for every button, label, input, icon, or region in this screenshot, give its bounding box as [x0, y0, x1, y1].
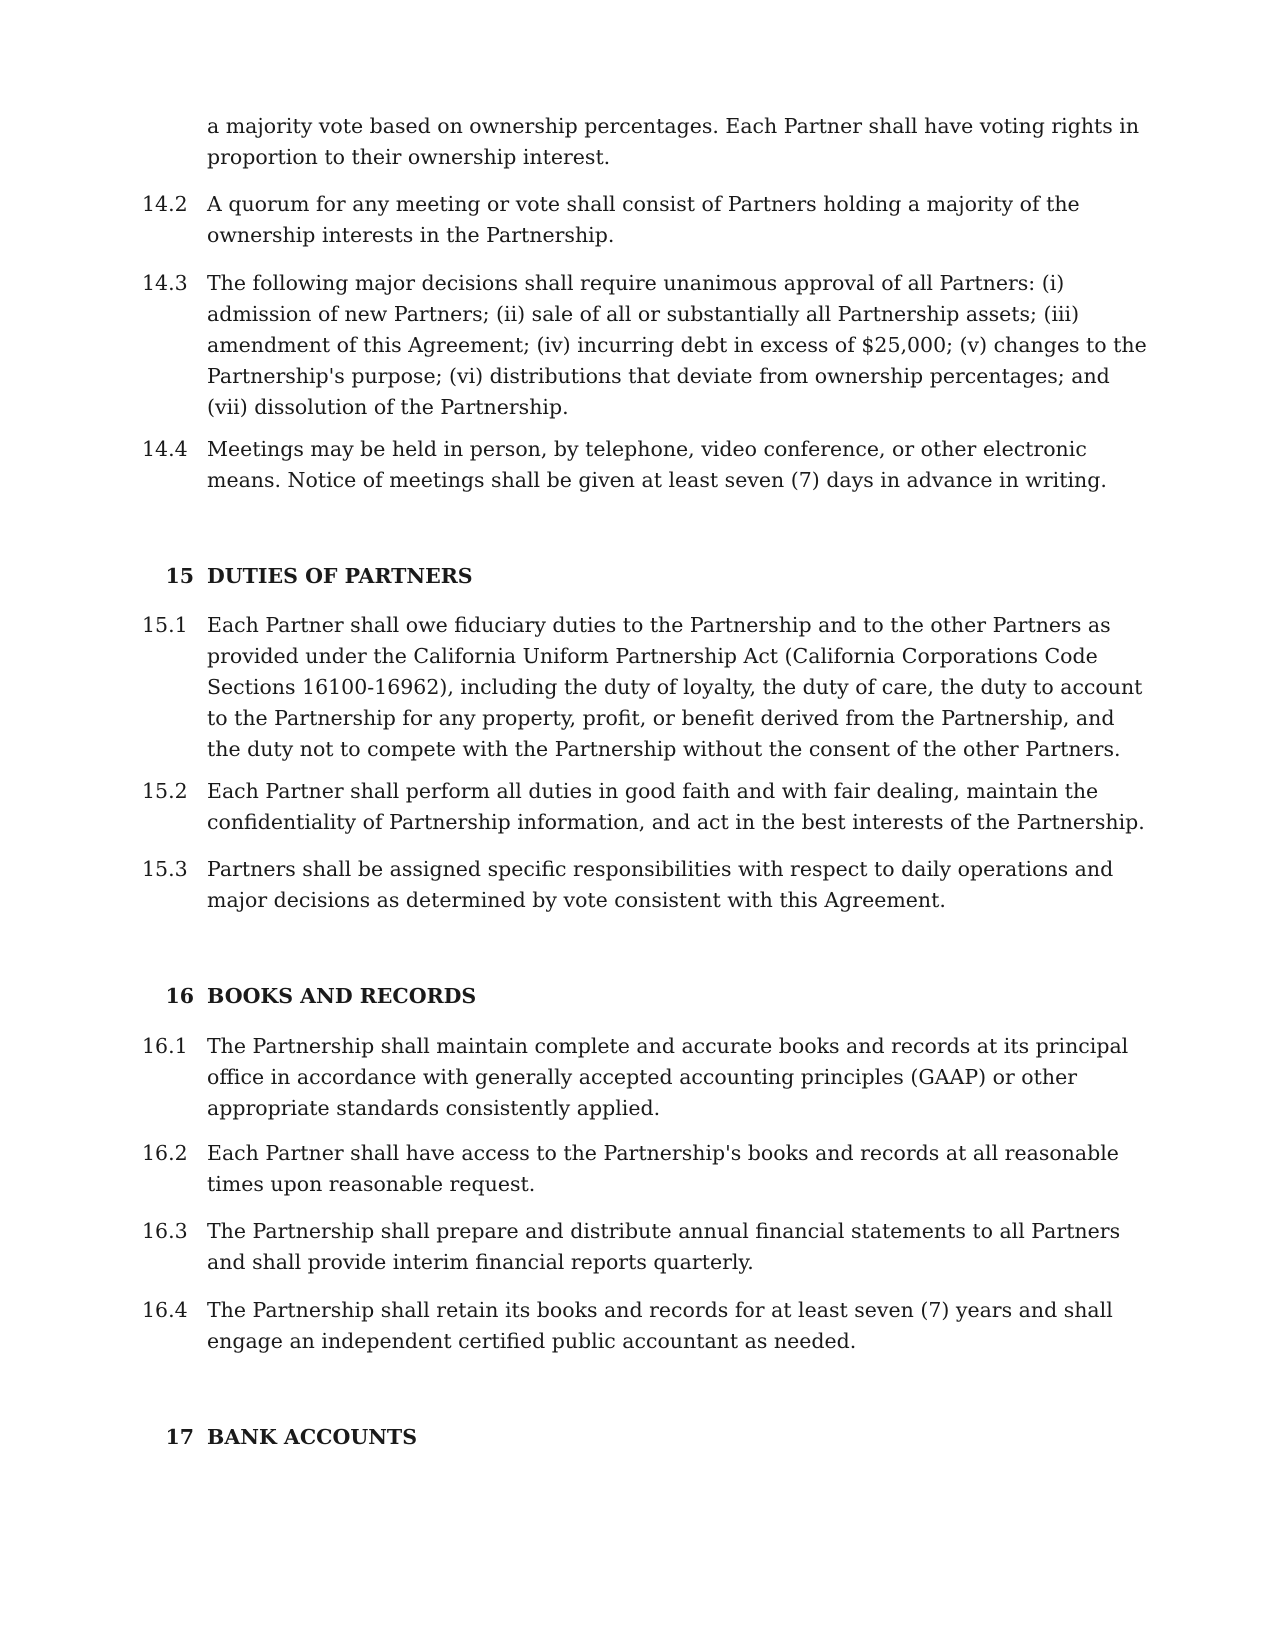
- clause-text: Each Partner shall perform all duties in good faith and with fair dealing, maintain the confidentiality of Partnership information, and act in the best interests of the Partnership.: [207, 779, 1145, 834]
- section-title: BOOKS AND RECORDS: [207, 984, 477, 1008]
- section-number: 17: [165, 1425, 194, 1449]
- clause-text: Partners shall be assigned specific responsibilities with respect to daily operations and major decisions as determined by vote consistent with this Agreement.: [207, 857, 1114, 912]
- clause-text: Each Partner shall owe fiduciary duties to the Partnership and to the other Partners as provided under the California Uniform Partnership Act (California Corporations Code Sections 16100-16962), including the duty of loyalty, the duty of care, the duty to account to the Partnership for any property, profit, or benefit derived from the Partnership, and the duty not to compete with the Partnership without the consent of the other Partners.: [207, 613, 1143, 761]
- clause-16-4: [142, 1295, 1152, 1357]
- clause-14-4: [142, 434, 1152, 496]
- clause-16-2: [142, 1138, 1152, 1200]
- clause-number: 14.3: [142, 271, 188, 295]
- clause-number: 15.3: [142, 857, 188, 881]
- section-number: 15: [165, 564, 194, 588]
- clause-number: 14.2: [142, 192, 188, 216]
- section-title: BANK ACCOUNTS: [207, 1425, 417, 1449]
- clause-text: Meetings may be held in person, by telephone, video conference, or other electronic means. Notice of meetings shall be given at least seven (7) days in advance in writing.: [207, 437, 1107, 492]
- clause-text: Each Partner shall have access to the Partnership's books and records at all reasonable times upon reasonable request.: [207, 1141, 1119, 1196]
- section-heading-15: [142, 561, 1152, 592]
- clause-text: A quorum for any meeting or vote shall consist of Partners holding a majority of the ownership interests in the Partnership.: [207, 192, 1080, 247]
- clause-number: 15.2: [142, 779, 188, 803]
- clause-15-1: [142, 610, 1152, 765]
- clause-number: 15.1: [142, 613, 188, 637]
- section-number: 16: [165, 984, 194, 1008]
- clause-text: The Partnership shall retain its books and records for at least seven (7) years and shall engage an independent certified public accountant as needed.: [207, 1298, 1113, 1353]
- clause-number: 14.4: [142, 437, 188, 461]
- clause-number: 16.2: [142, 1141, 188, 1165]
- clause-text: The Partnership shall maintain complete and accurate books and records at its principal office in accordance with generally accepted accounting principles (GAAP) or other appropriate standards consistently applied.: [207, 1034, 1129, 1120]
- clause-14-3: [142, 268, 1152, 423]
- clause-14-2: [142, 189, 1152, 251]
- section-title: DUTIES OF PARTNERS: [207, 564, 473, 588]
- clause-text: The Partnership shall prepare and distribute annual financial statements to all Partners and shall provide interim financial reports quarterly.: [207, 1219, 1121, 1274]
- clause-text: a majority vote based on ownership percentages. Each Partner shall have voting rights in proportion to their ownership interest.: [207, 114, 1140, 169]
- clause-15-2: [142, 776, 1152, 838]
- clause-number: 16.1: [142, 1034, 188, 1058]
- section-heading-16: [142, 981, 1152, 1012]
- section-heading-17: [142, 1422, 1152, 1453]
- clause-16-3: [142, 1216, 1152, 1278]
- clause-15-3: [142, 854, 1152, 916]
- clause-number: 16.3: [142, 1219, 188, 1243]
- clause-text: The following major decisions shall require unanimous approval of all Partners: (i) admission of new Partners; (ii) sale of all or substantially all Partnership assets; (iii) amendment of this Agreement; (iv) incurring debt in excess of $25,000; (v) changes to the Partnership's purpose; (vi) distributions that deviate from ownership percentages; and (vii) dissolution of the Partnership.: [207, 271, 1147, 419]
- clause-number: 16.4: [142, 1298, 188, 1322]
- clause-14-1-continuation: [142, 111, 1152, 173]
- clause-16-1: [142, 1031, 1152, 1124]
